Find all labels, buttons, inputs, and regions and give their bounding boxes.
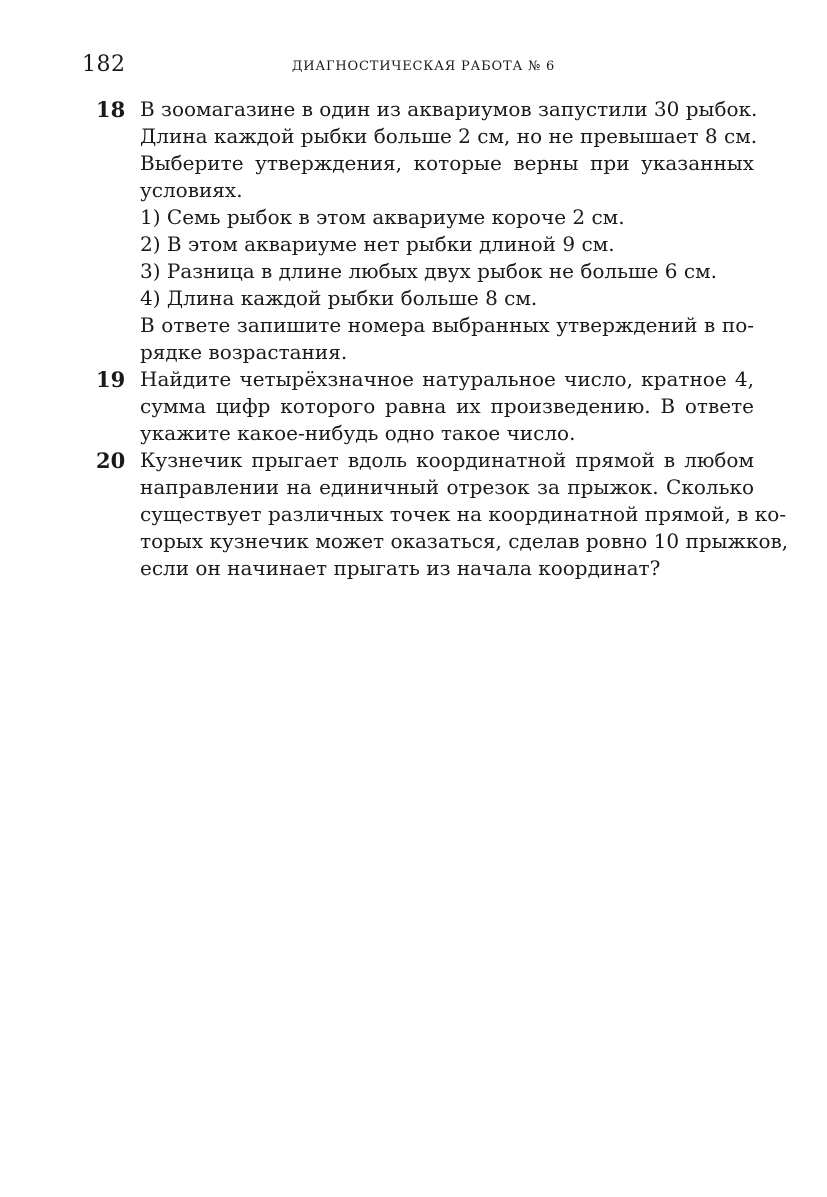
problem-text-line: Найдите четырёхзначное натуральное число, кратное 4, xyxy=(140,367,754,391)
problem-text-line: В ответе запишите номера выбранных утверждений в по- xyxy=(140,313,754,337)
problem-text-line: направлении на единичный отрезок за прыжок. Сколько xyxy=(140,475,754,499)
problem-text-line: Кузнечик прыгает вдоль координатной прямой в любом xyxy=(140,448,754,472)
problem-text-line: В зоомагазине в один из аквариумов запустили 30 рыбок. xyxy=(140,97,758,121)
problem-text-line: торых кузнечик может оказаться, сделав ровно 10 прыжков, xyxy=(140,529,789,553)
answer-option-3: 3) Разница в длине любых двух рыбок не больше 6 см. xyxy=(140,259,718,283)
running-head: ДИАГНОСТИЧЕСКАЯ РАБОТА № 6 xyxy=(291,59,556,74)
answer-option-4: 4) Длина каждой рыбки больше 8 см. xyxy=(140,286,538,310)
problem-text-line: Длина каждой рыбки больше 2 см, но не превышает 8 см. xyxy=(140,124,758,148)
problem-19 xyxy=(90,366,754,447)
problem-20 xyxy=(90,447,789,582)
problem-text-line: условиях. xyxy=(140,178,243,202)
answer-option-2: 2) В этом аквариуме нет рыбки длиной 9 см. xyxy=(140,232,615,256)
problem-text-line: рядке возрастания. xyxy=(140,340,348,364)
problem-number: 19 xyxy=(96,367,126,392)
problem-18 xyxy=(90,96,758,366)
page-number: 182 xyxy=(82,52,126,77)
problem-text-line: сумма цифр которого равна их произведению. В ответе xyxy=(140,394,754,418)
problem-text-line: укажите какое-нибудь одно такое число. xyxy=(140,421,576,445)
problem-list xyxy=(90,96,789,582)
problem-text-line: если он начинает прыгать из начала координат? xyxy=(140,556,661,580)
problem-text-line: Выберите утверждения, которые верны при указанных xyxy=(140,151,754,175)
answer-option-1: 1) Семь рыбок в этом аквариуме короче 2 см. xyxy=(140,205,625,229)
problem-number: 20 xyxy=(96,448,126,473)
problem-number: 18 xyxy=(96,97,126,122)
problem-text-line: существует различных точек на координатной прямой, в ко- xyxy=(140,502,787,526)
